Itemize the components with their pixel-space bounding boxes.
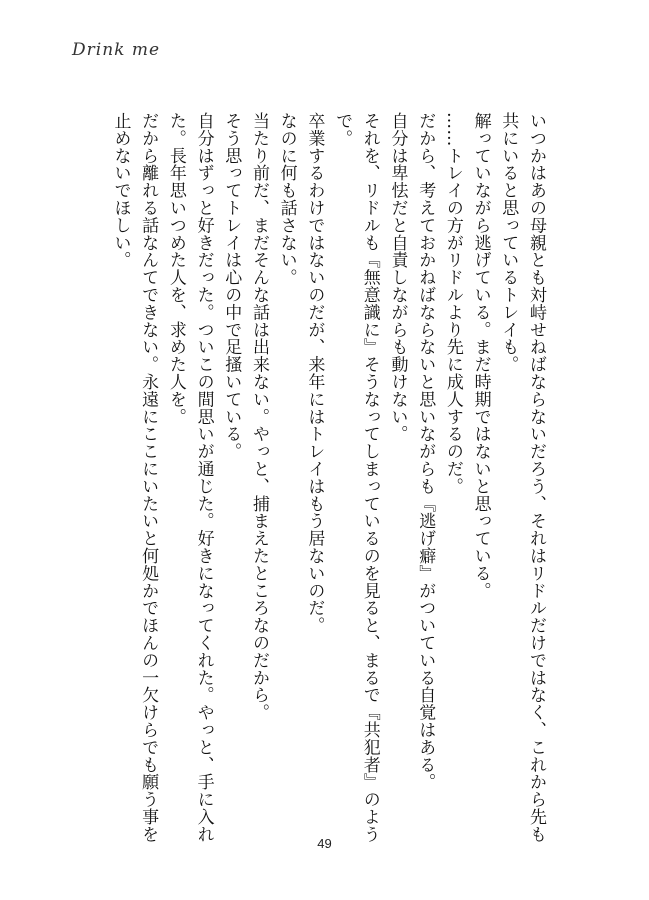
text-line-15: だから離れる話なんてできない。永遠にここにいたいと何処かでほんの一欠けらでも願う事を <box>138 112 159 843</box>
text-line-12: そう思ってトレイは心の中で足搔いている。 <box>221 112 242 460</box>
text-line-14: た。長年思いつめた人を、求めた人を。 <box>165 112 186 426</box>
text-line-5: だから、考えておかねばならないと思いながらも『逃げ癖』がついている自覚はある。 <box>415 112 436 791</box>
text-line-8: で。 <box>332 112 353 147</box>
running-header-title: Drink me <box>72 40 161 60</box>
text-line-2: 共にいると思っているトレイも。 <box>498 112 519 373</box>
text-line-16: 止めないでほしい。 <box>110 112 131 269</box>
text-line-1: いつかはあの母親とも対峙せねばならないだろう、それはリドルだけではなく、これから先も <box>526 112 546 843</box>
page-number: 49 <box>317 836 332 851</box>
text-line-3: 解っていながら逃げている。まだ時期ではないと思っている。 <box>470 112 491 600</box>
text-line-13: 自分はずっと好きだった。ついこの間思いが通じた。好きになってくれた。やっと、手に入れ <box>193 112 214 843</box>
text-line-11: 当たり前だ、まだそんな話は出来ない。やっと、捕まえたところなのだから。 <box>248 112 269 721</box>
vertical-text-body <box>106 112 549 843</box>
text-line-4: ……トレイの方がリドルより先に成人するのだ。 <box>442 112 463 495</box>
text-line-6: 自分は卑怯だと自責しながらも動けない。 <box>387 112 408 443</box>
text-line-9: 卒業するわけではないのだが、来年にはトレイはもう居ないのだ。 <box>304 112 325 634</box>
text-line-10: なのに何も話さない。 <box>276 112 297 286</box>
text-line-7: それを、リドルも『無意識に』そうなってしまっているのを見ると、まるで『共犯者』のよう <box>359 112 380 843</box>
